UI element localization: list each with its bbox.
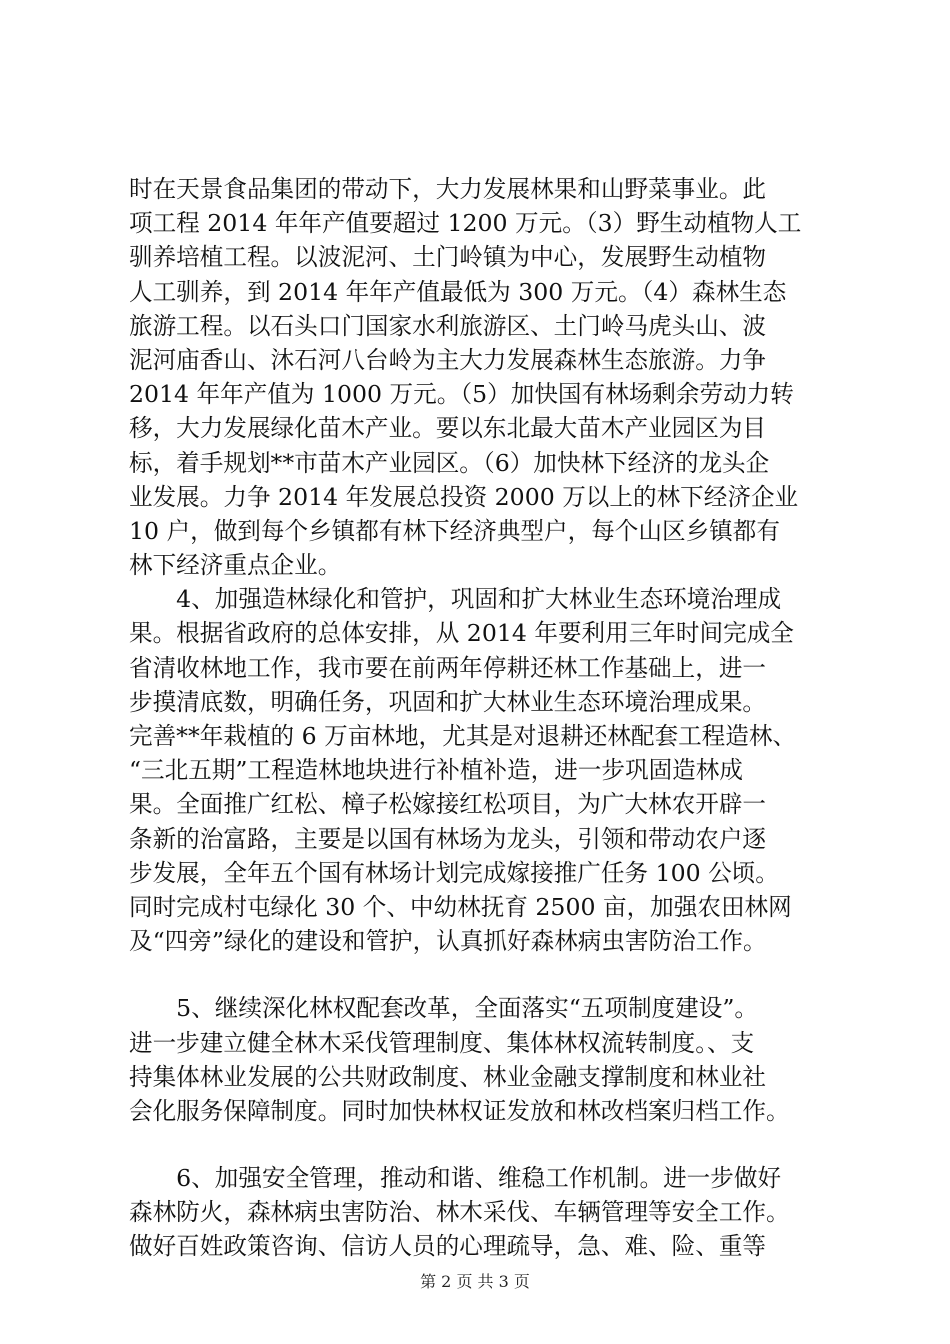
text-line: 做好百姓政策咨询、信访人员的心理疏导，急、难、险、重等 — [129, 1232, 767, 1261]
text-line: 业发展。力争 2014 年发展总投资 2000 万以上的林下经济企业 — [129, 482, 799, 511]
text-line: 时在天景食品集团的带动下，大力发展林果和山野菜事业。此 — [129, 175, 767, 203]
text-line: 6、加强安全管理，推动和谐、维稳工作机制。进一步做好 — [129, 1164, 782, 1193]
text-line: “三北五期”工程造林地块进行补植补造，进一步巩固造林成 — [129, 756, 743, 785]
page-number-footer: 第 2 页 共 3 页 — [420, 1272, 530, 1291]
text-line: 林下经济重点企业。 — [129, 551, 342, 580]
paragraph — [129, 991, 829, 1128]
text-line: 森林防火，森林病虫害防治、林木采伐、车辆管理等安全工作。 — [129, 1198, 790, 1227]
text-line: 4、加强造林绿化和管护，巩固和扩大林业生态环境治理成 — [129, 585, 782, 614]
text-line: 条新的治富路，主要是以国有林场为龙头，引领和带动农户逐 — [129, 824, 767, 853]
paragraph — [129, 172, 829, 582]
text-line: 持集体林业发展的公共财政制度、林业金融支撑制度和林业社 — [129, 1062, 767, 1091]
text-line: 及“四旁”绿化的建设和管护，认真抓好森林病虫害防治工作。 — [129, 927, 767, 956]
text-line: 驯养培植工程。以波泥河、土门岭镇为中心，发展野生动植物 — [129, 243, 767, 272]
text-line: 泥河庙香山、沐石河八台岭为主大力发展森林生态旅游。力争 — [129, 345, 767, 374]
text-line: 5、继续深化林权配套改革，全面落实“五项制度建设”。 — [129, 994, 758, 1023]
text-line: 10 户，做到每个乡镇都有林下经济典型户，每个山区乡镇都有 — [129, 516, 780, 545]
text-line: 果。根据省政府的总体安排，从 2014 年要利用三年时间完成全 — [129, 619, 794, 648]
paragraph — [129, 582, 829, 958]
text-line: 会化服务保障制度。同时加快林权证发放和林改档案归档工作。 — [129, 1096, 790, 1125]
text-line: 人工驯养，到 2014 年年产值最低为 300 万元。（4）森林生态 — [129, 277, 787, 306]
paragraph-spacer — [129, 1128, 829, 1161]
text-line: 省清收林地工作，我市要在前两年停耕还林工作基础上，进一 — [129, 653, 767, 682]
document-body — [129, 172, 829, 1264]
text-line: 2014 年年产值为 1000 万元。（5）加快国有林场剩余劳动力转 — [129, 380, 794, 409]
text-line: 步发展，全年五个国有林场计划完成嫁接推广任务 100 公顷。 — [129, 858, 779, 887]
text-line: 同时完成村屯绿化 30 个、中幼林抚育 2500 亩，加强农田林网 — [129, 892, 792, 921]
text-line: 标，着手规划**市苗木产业园区。（6）加快林下经济的龙头企 — [129, 448, 770, 477]
text-line: 果。全面推广红松、樟子松嫁接红松项目，为广大林农开辟一 — [129, 790, 767, 819]
text-line: 步摸清底数，明确任务，巩固和扩大林业生态环境治理成果。 — [129, 687, 767, 716]
text-line: 完善**年栽植的 6 万亩林地，尤其是对退耕还林配套工程造林、 — [129, 722, 797, 750]
paragraph-spacer — [129, 958, 829, 991]
text-line: 进一步建立健全林木采伐管理制度、集体林权流转制度。、支 — [129, 1028, 755, 1057]
text-line: 移，大力发展绿化苗木产业。要以东北最大苗木产业园区为目 — [129, 414, 767, 443]
text-line: 项工程 2014 年年产值要超过 1200 万元。（3）野生动植物人工 — [129, 209, 802, 238]
paragraph — [129, 1161, 829, 1264]
text-line: 旅游工程。以石头口门国家水利旅游区、土门岭马虎头山、波 — [129, 311, 767, 340]
